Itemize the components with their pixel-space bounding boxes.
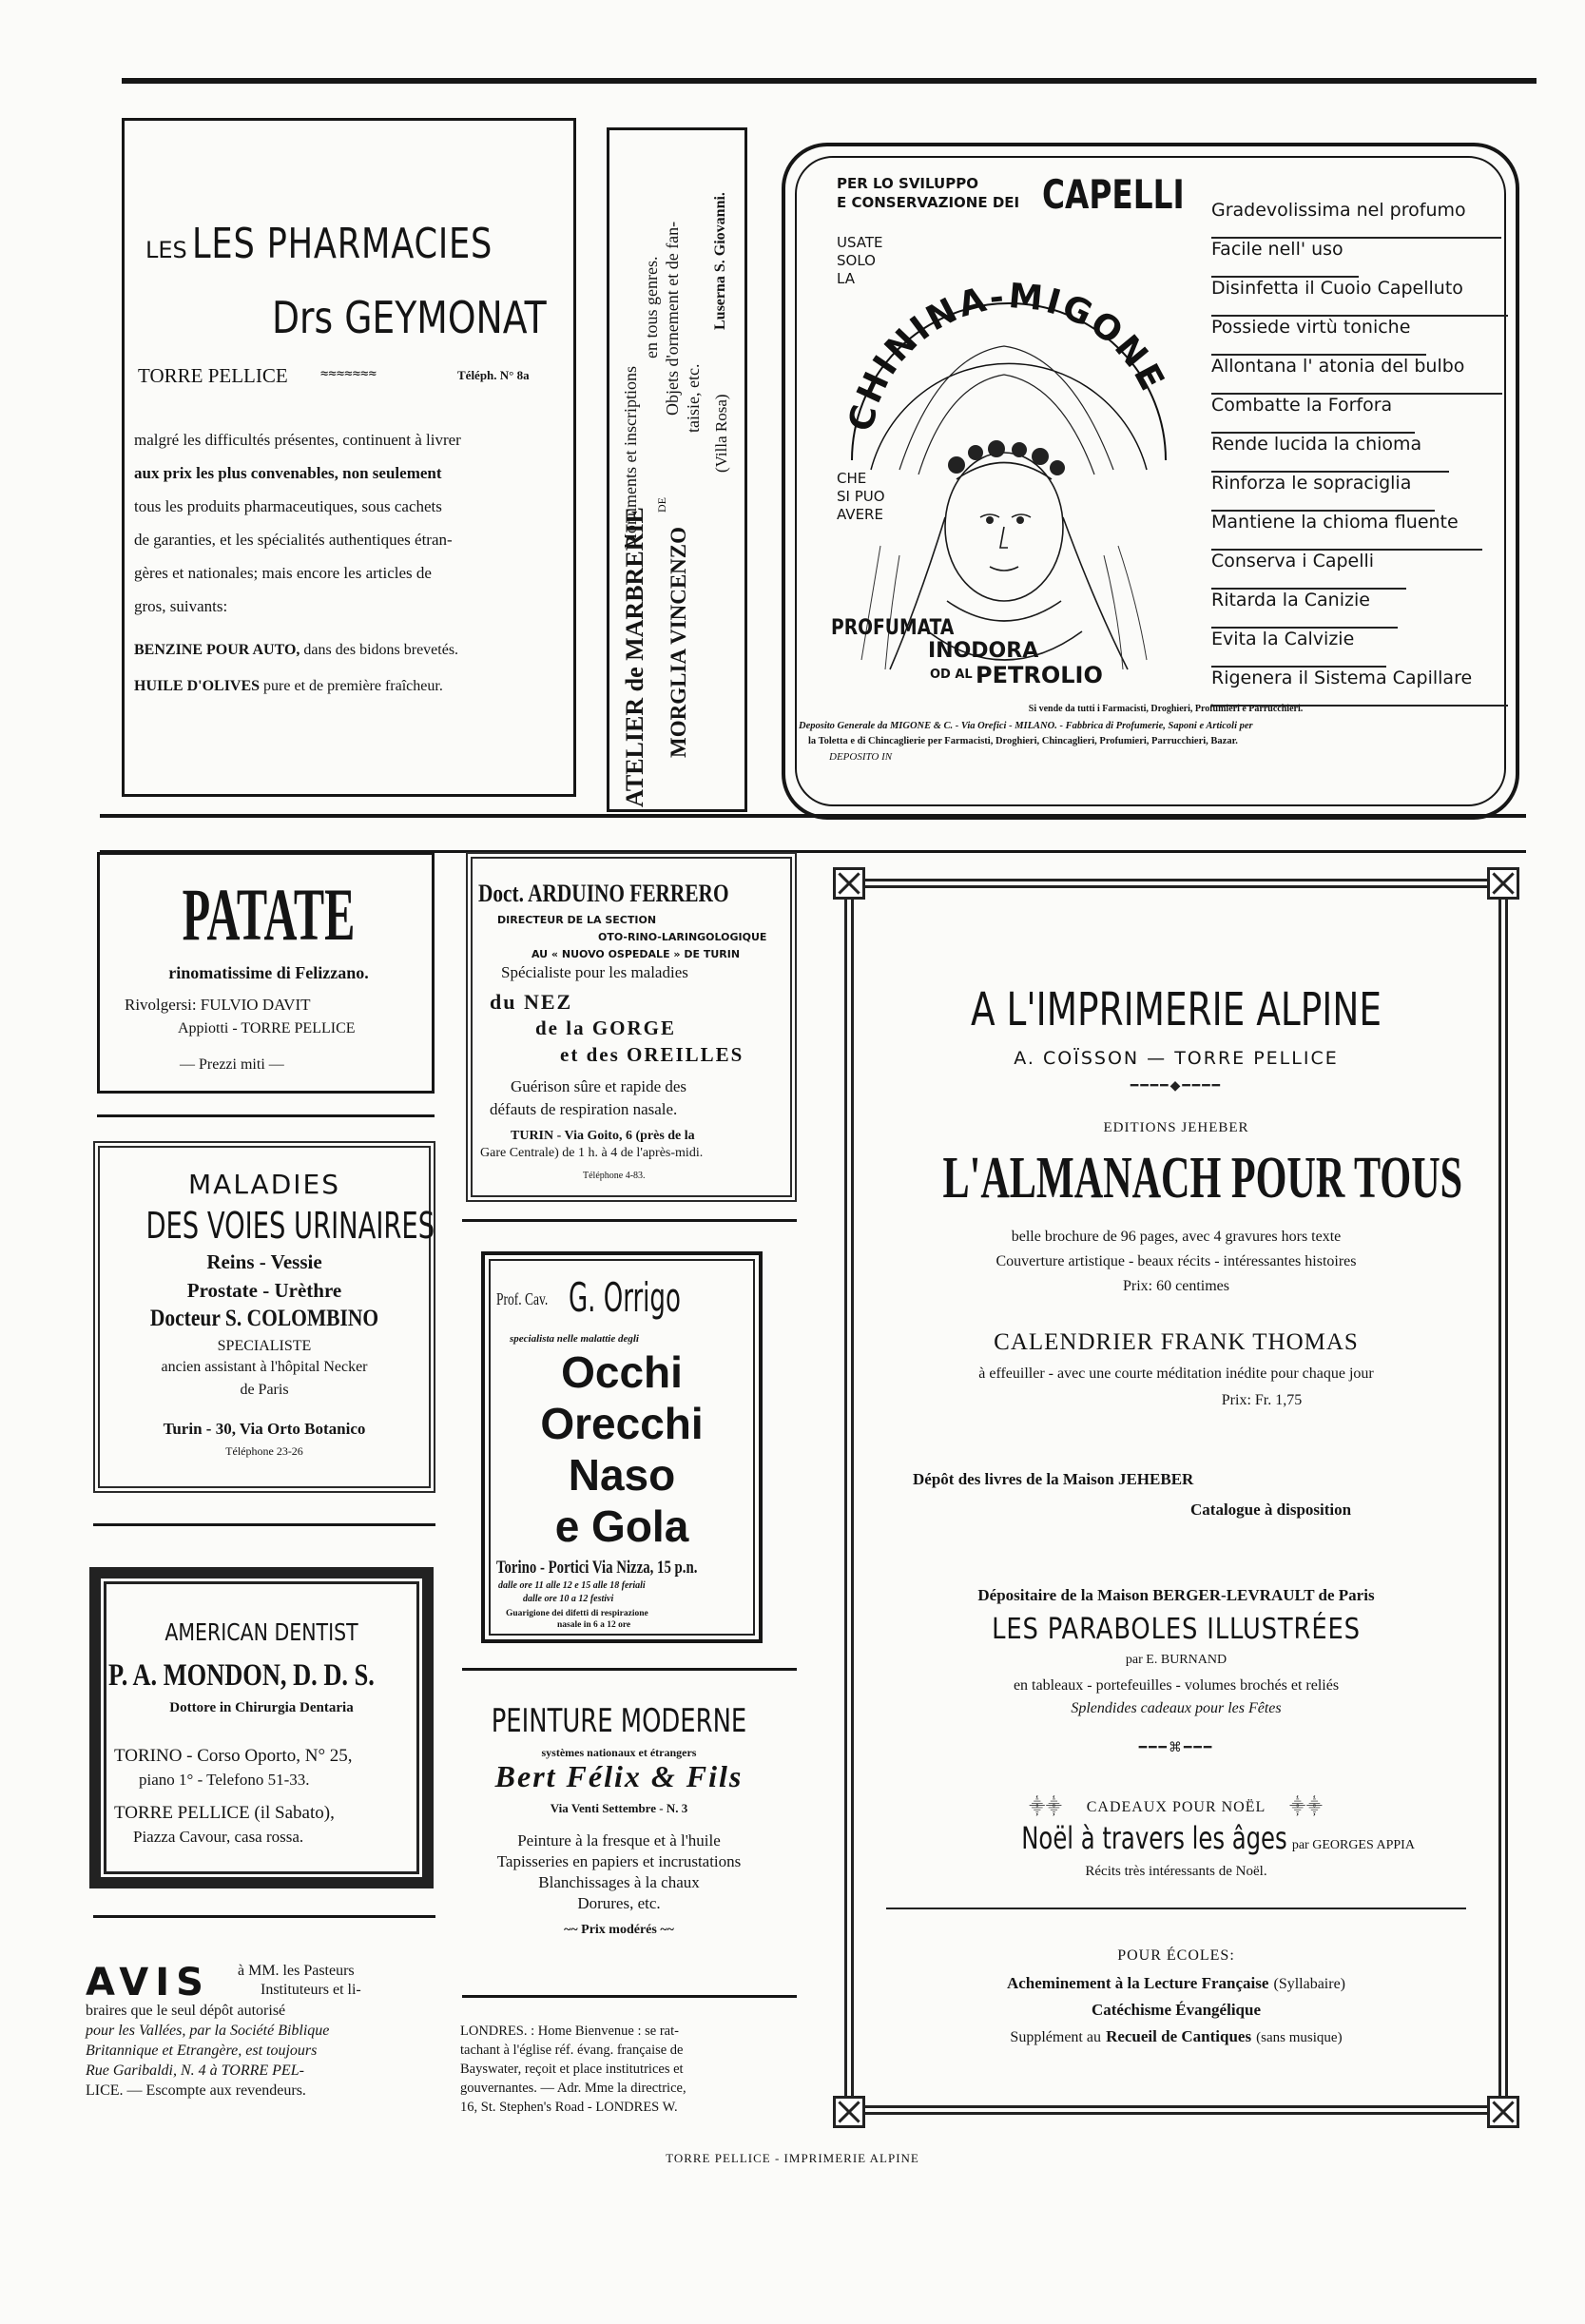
imprimerie-ad bbox=[833, 867, 1519, 2128]
ferrero-d1: Guérison sûre et rapide des bbox=[511, 1077, 687, 1095]
capelli-footer-2: Deposito Generale da MIGONE & C. - Via Orefici - MILANO. - Fabbrica di Profumerie, Saponi e Articoli per bbox=[799, 721, 1253, 731]
pharmacies-body-line: gros, suivants: bbox=[134, 597, 228, 615]
peinture-l3: Blanchissages à la chaux bbox=[538, 1873, 700, 1891]
corner-ornament-icon bbox=[833, 2096, 865, 2128]
urinaires-l4: Prostate - Urèthre bbox=[186, 1279, 342, 1302]
benzine-label: BENZINE POUR AUTO, bbox=[134, 642, 300, 658]
divider bbox=[886, 1908, 1466, 1909]
avis-ad bbox=[86, 1955, 437, 2126]
orrigo-w4: e Gola bbox=[554, 1501, 689, 1551]
noel-n2 bbox=[833, 1820, 1519, 1856]
ferrero-d2: défauts de respiration nasale. bbox=[490, 1100, 678, 1118]
capelli-word: CAPELLI bbox=[1042, 171, 1185, 218]
urinaires-l9: Turin - 30, Via Orto Botanico bbox=[163, 1420, 366, 1438]
claim-item: Possiede virtù toniche bbox=[1211, 317, 1426, 356]
orrigo-note1: Guarigione dei difetti di respirazione bbox=[506, 1609, 648, 1618]
ecoles-book: Acheminement à la Lecture Française bbox=[1006, 1974, 1269, 1992]
ferrero-tel: Téléphone 4-83. bbox=[583, 1171, 646, 1181]
almanach-a2: Couverture artistique - beaux récits - intéressantes histoires bbox=[995, 1253, 1357, 1269]
capelli-claims bbox=[1211, 200, 1512, 707]
ferrero-gorge: de la GORGE bbox=[535, 1017, 677, 1039]
capelli-heading-2: E CONSERVAZIONE DEI bbox=[837, 194, 1020, 211]
berger-p3: par E. BURNAND bbox=[1125, 1653, 1227, 1667]
marbrerie-ad bbox=[607, 127, 747, 812]
patate-title: PATATE bbox=[182, 873, 356, 956]
almanach-a1: belle brochure de 96 pages, avec 4 gravures hors texte bbox=[1011, 1229, 1342, 1245]
noel-n3: Récits très intéressants de Noël. bbox=[1085, 1864, 1267, 1879]
claim-item: Rinforza le sopraciglia bbox=[1211, 473, 1435, 512]
ferrero-l1: DIRECTEUR DE LA SECTION bbox=[497, 914, 657, 926]
noel-title: CADEAUX POUR NOËL bbox=[1086, 1799, 1266, 1815]
ecoles-e1: POUR ÉCOLES: bbox=[1117, 1947, 1235, 1964]
flourish-icon: ⸎⸎ bbox=[1289, 1799, 1324, 1815]
urinaires-l3: Reins - Vessie bbox=[206, 1250, 322, 1273]
huile-label: HUILE D'OLIVES bbox=[134, 678, 261, 694]
top-rule bbox=[122, 78, 1537, 84]
noel-book-title: Noël à travers les âges bbox=[1021, 1820, 1287, 1856]
almanach-a3: Prix: 60 centimes bbox=[1123, 1278, 1229, 1294]
marbrerie-luserna: Luserna S. Giovanni. bbox=[712, 192, 728, 330]
pharmacies-body-line: aux prix les plus convenables, non seulement bbox=[134, 464, 442, 482]
claim-item: Facile nell' uso bbox=[1211, 239, 1359, 278]
capelli-petrolio: PETROLIO bbox=[976, 662, 1103, 688]
orrigo-addr: Torino - Portici Via Nizza, 15 p.n. bbox=[496, 1558, 698, 1578]
claim-item: Combatte la Forfora bbox=[1211, 395, 1415, 434]
urinaires-l8: de Paris bbox=[240, 1382, 289, 1398]
berger-p1: Dépositaire de la Maison BERGER-LEVRAULT de Paris bbox=[977, 1586, 1375, 1604]
che-line: CHE bbox=[837, 470, 867, 487]
capelli-che bbox=[837, 470, 885, 524]
ecoles-supp: Supplément au bbox=[1010, 2029, 1101, 2045]
marbrerie-col2: Objets d'ornement et de fan- bbox=[663, 221, 682, 416]
ecoles-e4 bbox=[833, 2027, 1519, 2046]
separator bbox=[462, 1995, 797, 1998]
che-line: AVERE bbox=[837, 506, 883, 523]
peinture-addr: Via Venti Settembre - N. 3 bbox=[550, 1801, 688, 1815]
pharmacies-body-line: gères et nationales; mais encore les articles de bbox=[134, 564, 432, 582]
dentist-title: AMERICAN DENTIST bbox=[164, 1618, 358, 1646]
claim-item: Mantiene la chioma fluente bbox=[1211, 512, 1482, 551]
capelli-footer-4: DEPOSITO IN bbox=[829, 751, 893, 763]
ferrero-addr2: Gare Centrale) de 1 h. à 4 de l'après-midi. bbox=[480, 1146, 704, 1160]
pharmacies-body bbox=[134, 423, 567, 623]
pharmacies-body-line: de garanties, et les spécialités authentiques étran- bbox=[134, 531, 453, 549]
capelli-footer-1: Si vende da tutti i Farmacisti, Droghieri, Profumieri e Parrucchieri. bbox=[1028, 704, 1304, 714]
calendrier-title: CALENDRIER FRANK THOMAS bbox=[994, 1329, 1359, 1355]
londres-line: tachant à l'église réf. évang. française de bbox=[460, 2043, 684, 2058]
separator bbox=[93, 1915, 435, 1918]
ecoles-e3: Catéchisme Évangélique bbox=[1091, 2001, 1262, 2019]
marbrerie-col1: Monuments et inscriptions bbox=[621, 366, 640, 549]
capelli-footer-3: la Toletta e di Chincaglierie per Farmacisti, Droghieri, Chincaglieri, Profumieri, Parrucchieri, Bazar. bbox=[808, 736, 1238, 746]
che-line: SI PUO bbox=[837, 488, 885, 505]
pharmacies-title: LES PHARMACIES bbox=[191, 220, 493, 268]
urinaires-l1: MALADIES bbox=[188, 1169, 340, 1200]
brand-arc-text: CHININA-MIGONE bbox=[841, 276, 1173, 436]
marbrerie-col1b: en tous genres. bbox=[642, 256, 661, 358]
orrigo-name: G. Orrigo bbox=[569, 1274, 681, 1321]
usate-line: USATE bbox=[837, 234, 883, 251]
avis-t2: Instituteurs et li- bbox=[261, 1982, 361, 1998]
separator bbox=[97, 1114, 435, 1117]
berger-p5: Splendides cadeaux pour les Fêtes bbox=[1071, 1700, 1282, 1716]
frame-top bbox=[849, 879, 1503, 888]
orrigo-ad bbox=[481, 1251, 763, 1643]
dentist-t2: piano 1° - Telefono 51-33. bbox=[139, 1771, 310, 1789]
corner-ornament-icon bbox=[833, 867, 865, 900]
avis-t1: à MM. les Pasteurs bbox=[238, 1963, 355, 1979]
pharmacies-body-line: tous les produits pharmaceutiques, sous cachets bbox=[134, 497, 442, 515]
peinture-prices-text: Prix modérés bbox=[581, 1923, 657, 1937]
berger-p4: en tableaux - portefeuilles - volumes brochés et reliés bbox=[1013, 1677, 1340, 1694]
pharmacies-les: LES bbox=[145, 237, 187, 263]
calendrier-c1: à effeuiller - avec une courte méditation inédite pour chaque jour bbox=[978, 1365, 1374, 1382]
decorative-dashes: ≈≈≈≈≈≈≈ bbox=[320, 366, 377, 381]
separator bbox=[462, 1219, 797, 1222]
claim-item: Disinfetta il Cuoio Capelluto bbox=[1211, 278, 1508, 317]
flourish-icon: ━━━⌘━━━ bbox=[1138, 1740, 1214, 1755]
pharmacies-town: TORRE PELLICE bbox=[138, 364, 288, 387]
ecoles-cantiques-note: (sans musique) bbox=[1256, 2030, 1343, 2045]
depot-d2: Catalogue à disposition bbox=[1190, 1501, 1352, 1519]
berger-p2: LES PARABOLES ILLUSTRÉES bbox=[992, 1613, 1361, 1646]
patate-contact-1: Rivolgersi: FULVIO DAVIT bbox=[125, 996, 311, 1014]
huile-text: pure et de première fraîcheur. bbox=[260, 678, 443, 694]
flourish-icon: ━━━━◆━━━━ bbox=[1130, 1078, 1223, 1094]
avis-l3: Britannique et Etrangère, est toujours bbox=[86, 2043, 318, 2059]
patate-subtitle: rinomatissime di Felizzano. bbox=[168, 963, 369, 982]
imprimerie-title: A L'IMPRIMERIE ALPINE bbox=[971, 983, 1382, 1036]
flourish-icon: ⸎⸎ bbox=[1029, 1799, 1063, 1815]
orrigo-w1: Occhi bbox=[561, 1347, 683, 1397]
depot-d1: Dépôt des livres de la Maison JEHEBER bbox=[913, 1470, 1194, 1488]
imprimerie-sub: A. COÏSSON — TORRE PELLICE bbox=[1014, 1048, 1339, 1069]
marbrerie-villa: (Villa Rosa) bbox=[712, 394, 730, 473]
patate-prices: — Prezzi miti — bbox=[180, 1056, 284, 1073]
urinaires-l7: ancien assistant à l'hôpital Necker bbox=[161, 1359, 368, 1375]
peinture-ad bbox=[447, 1693, 791, 1997]
londres-line: 16, St. Stephen's Road - LONDRES W. bbox=[460, 2100, 678, 2115]
calendrier-c2: Prix: Fr. 1,75 bbox=[1221, 1392, 1303, 1408]
dentist-t3: TORRE PELLICE (il Sabato), bbox=[114, 1803, 335, 1823]
noel-n1 bbox=[833, 1795, 1519, 1816]
peinture-l2: Tapisseries en papiers et incrustations bbox=[496, 1852, 742, 1870]
ecoles-cantiques: Recueil de Cantiques bbox=[1106, 2027, 1252, 2045]
londres-line: Bayswater, reçoit et place institutrices et bbox=[460, 2062, 684, 2077]
separator bbox=[93, 1523, 435, 1526]
pharmacies-benzine bbox=[134, 642, 458, 659]
marbrerie-col3: taisie, etc. bbox=[684, 363, 703, 433]
pharmacies-body-line: malgré les difficultés présentes, continuent à livrer bbox=[134, 431, 461, 449]
avis-title: AVIS bbox=[86, 1961, 210, 2004]
capelli-odal: OD AL bbox=[930, 668, 973, 682]
pharmacies-phone: Téléph. N° 8a bbox=[457, 368, 530, 382]
avis-l1: braires que le seul dépôt autorisé bbox=[86, 2003, 286, 2019]
orrigo-prof: Prof. Cav. bbox=[496, 1289, 549, 1308]
peinture-l4: Dorures, etc. bbox=[577, 1894, 661, 1912]
ferrero-ad bbox=[466, 852, 797, 1202]
marbrerie-de: DE bbox=[655, 497, 668, 513]
orrigo-w2: Orecchi bbox=[540, 1399, 704, 1448]
urinaires-l10: Téléphone 23-26 bbox=[225, 1444, 303, 1458]
noel-author: par GEORGES APPIA bbox=[1291, 1838, 1415, 1852]
dentist-ad bbox=[89, 1567, 434, 1888]
peinture-firm: Bert Félix & Fils bbox=[494, 1759, 744, 1793]
avis-l4: Rue Garibaldi, N. 4 à TORRE PEL- bbox=[86, 2063, 304, 2079]
claim-item: Evita la Calvizie bbox=[1211, 629, 1386, 668]
usate-line: SOLO bbox=[837, 252, 876, 269]
peinture-sub: systèmes nationaux et étrangers bbox=[541, 1746, 697, 1759]
claim-item: Ritarda la Canizie bbox=[1211, 590, 1398, 629]
dentist-sub: Dottore in Chirurgia Dentaria bbox=[169, 1700, 354, 1715]
dentist-t4: Piazza Cavour, casa rossa. bbox=[133, 1828, 304, 1846]
urinaires-l6: SPECIALISTE bbox=[217, 1338, 312, 1354]
patate-contact-2: Appiotti - TORRE PELLICE bbox=[178, 1020, 356, 1036]
flourish-icon: ~~ bbox=[564, 1923, 578, 1937]
londres-ad bbox=[460, 2022, 802, 2117]
ferrero-addr1: TURIN - Via Goito, 6 (près de la bbox=[511, 1129, 695, 1143]
dentist-t1: TORINO - Corso Oporto, N° 25, bbox=[114, 1746, 353, 1766]
londres-line: LONDRES. : Home Bienvenue : se rat- bbox=[460, 2024, 679, 2039]
marbrerie-name: MORGLIA VINCENZO bbox=[667, 526, 690, 758]
urinaires-l2: DES VOIES URINAIRES bbox=[145, 1205, 435, 1247]
capelli-profumata: PROFUMATA bbox=[831, 616, 955, 640]
claim-item: Rende lucida la chioma bbox=[1211, 434, 1449, 473]
claim-item: Conserva i Capelli bbox=[1211, 551, 1406, 590]
urinaires-l5: Docteur S. COLOMBINO bbox=[149, 1306, 379, 1331]
avis-l2: pour les Vallées, par la Société Biblique bbox=[86, 2023, 330, 2039]
dentist-name: P. A. MONDON, D. D. S. bbox=[108, 1658, 375, 1693]
corner-ornament-icon bbox=[1487, 867, 1519, 900]
orrigo-spec: specialista nelle malattie degli bbox=[510, 1333, 639, 1345]
claim-item: Allontana l' atonia del bulbo bbox=[1211, 356, 1502, 395]
marbrerie-title: ATELIER de MARBRERIE bbox=[621, 507, 648, 807]
peinture-l1: Peinture à la fresque et à l'huile bbox=[517, 1831, 721, 1850]
londres-line: gouvernantes. — Adr. Mme la directrice, bbox=[460, 2081, 686, 2096]
capelli-inodora: INODORA bbox=[928, 639, 1039, 663]
almanach-title: L'ALMANACH POUR TOUS bbox=[942, 1146, 1463, 1210]
ecoles-book-note: (Syllabaire) bbox=[1273, 1976, 1346, 1992]
urinaires-ad bbox=[93, 1141, 435, 1493]
frame-bottom bbox=[849, 2105, 1503, 2115]
avis-l5: LICE. — Escompte aux revendeurs. bbox=[86, 2082, 306, 2099]
ferrero-l3: AU « NUOVO OSPEDALE » DE TURIN bbox=[532, 948, 741, 960]
flourish-icon: ~~ bbox=[660, 1923, 674, 1937]
ecoles-e2 bbox=[833, 1974, 1519, 1993]
peinture-prices bbox=[447, 1923, 791, 1938]
ferrero-nez: du NEZ bbox=[490, 990, 573, 1014]
page-footer: TORRE PELLICE - IMPRIMERIE ALPINE bbox=[666, 2151, 919, 2165]
orrigo-hours2: dalle ore 10 a 12 festivi bbox=[523, 1594, 614, 1604]
claim-item: Gradevolissima nel profumo bbox=[1211, 200, 1501, 239]
ferrero-l4: Spécialiste pour les maladies bbox=[501, 963, 688, 981]
pharmacies-ad bbox=[122, 118, 576, 797]
ferrero-l2: OTO-RINO-LARINGOLOGIQUE bbox=[598, 931, 767, 943]
ferrero-name: Doct. ARDUINO FERRERO bbox=[478, 880, 729, 907]
pharmacies-geymonat: Drs GEYMONAT bbox=[272, 292, 547, 343]
editions: EDITIONS JEHEBER bbox=[1103, 1120, 1249, 1135]
claim-item: Rigenera il Sistema Capillare bbox=[1211, 668, 1508, 707]
separator bbox=[462, 1668, 797, 1671]
corner-ornament-icon bbox=[1487, 2096, 1519, 2128]
patate-ad bbox=[97, 852, 435, 1094]
peinture-title: PEINTURE MODERNE bbox=[491, 1702, 747, 1740]
pharmacies-huile bbox=[134, 678, 443, 695]
usate-line: LA bbox=[837, 270, 855, 287]
benzine-text: dans des bidons brevetés. bbox=[300, 642, 459, 658]
orrigo-hours1: dalle ore 11 alle 12 e 15 alle 18 feriali bbox=[498, 1580, 646, 1591]
capelli-ad bbox=[782, 143, 1519, 820]
orrigo-w3: Naso bbox=[568, 1450, 676, 1500]
capelli-heading-1: PER LO SVILUPPO bbox=[837, 175, 978, 192]
orrigo-note2: nasale in 6 a 12 ore bbox=[557, 1620, 631, 1630]
ferrero-oreilles: et des OREILLES bbox=[560, 1043, 744, 1066]
